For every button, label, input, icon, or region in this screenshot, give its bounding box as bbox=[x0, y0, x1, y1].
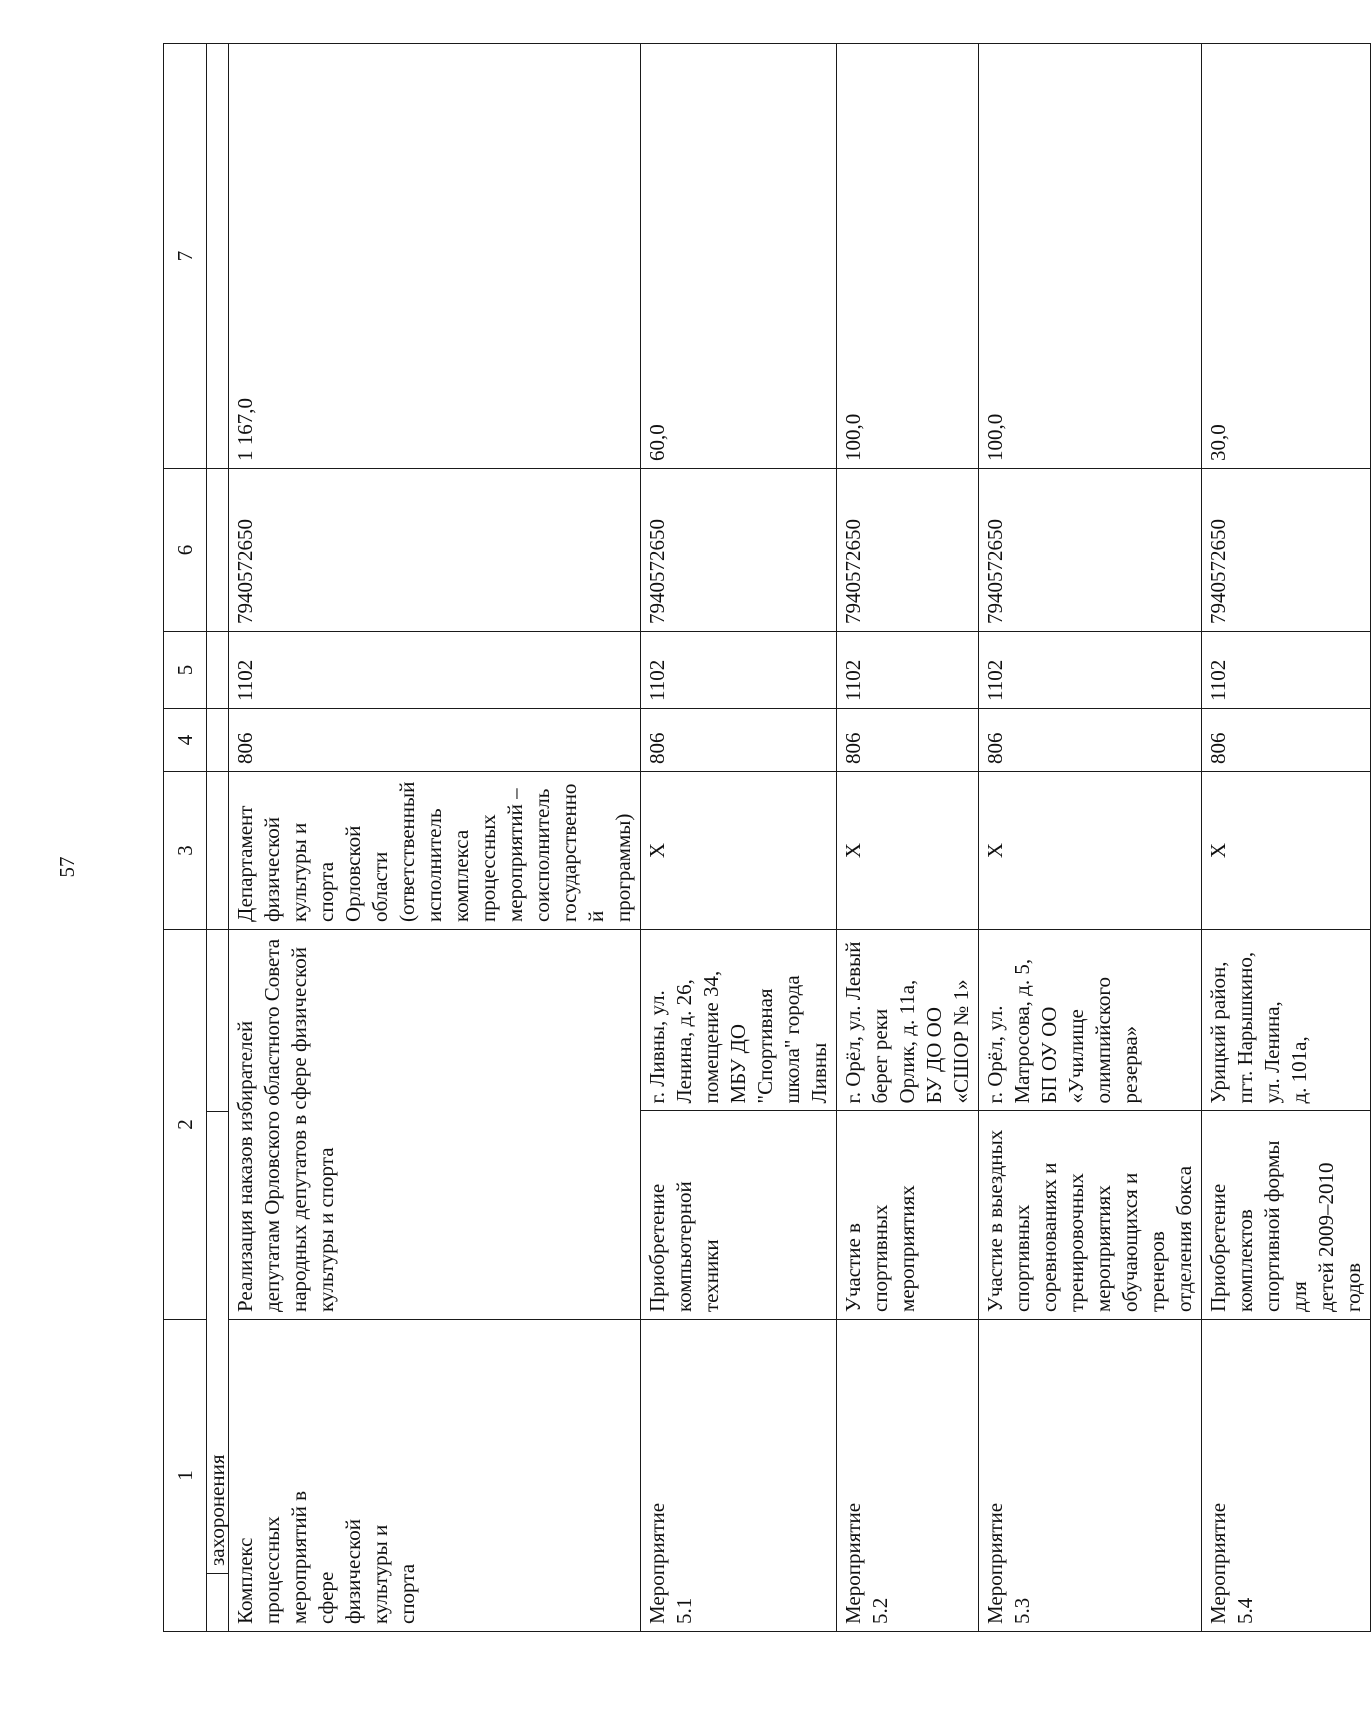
event-col7: 100,0 bbox=[837, 44, 979, 469]
event-col5: 1102 bbox=[641, 632, 837, 709]
subheader-blank-cell bbox=[207, 930, 229, 1112]
complex-col4: 806 bbox=[229, 709, 641, 772]
event-code: Мероприятие 5.4 bbox=[1202, 1320, 1371, 1632]
event-name: Участие в спортивных мероприятиях bbox=[837, 1111, 978, 1319]
subheader-text: захоронения bbox=[207, 1112, 229, 1574]
event-col4: 806 bbox=[641, 709, 837, 772]
event-executor: Х bbox=[1202, 772, 1371, 930]
header-col-6: 6 bbox=[164, 469, 207, 632]
event-code: Мероприятие 5.2 bbox=[837, 1320, 979, 1632]
complex-name: Комплекс процессных мероприятий в сфере физической культуры и спорта bbox=[229, 1320, 641, 1632]
subheader-blank-cell bbox=[207, 772, 229, 930]
event-name: Участие в выездных спортивных соревнованиях и тренировочных мероприятиях обучающихся и тренеров отделения бокса bbox=[979, 1111, 1201, 1319]
event-address: г. Орёл, ул. Левый берег реки Орлик, д. 11а, БУ ДО ОО «СШОР № 1» bbox=[841, 941, 973, 1104]
subheader-blank-cell bbox=[207, 632, 229, 709]
event-col6: 7940572650 bbox=[979, 469, 1202, 632]
complex-col5: 1102 bbox=[229, 632, 641, 709]
event-details bbox=[979, 930, 1202, 1320]
complex-description: Реализация наказов избирателей депутатам Орловского областного Совета народных депутатов в сфере физической культуры и спорта bbox=[229, 930, 641, 1320]
subheader-blank-cell bbox=[207, 1574, 229, 1632]
header-col-2: 2 bbox=[164, 930, 207, 1320]
event-col7: 60,0 bbox=[641, 44, 837, 469]
rotated-table-wrapper bbox=[163, 44, 1365, 1632]
event-col4: 806 bbox=[979, 709, 1202, 772]
header-row bbox=[164, 44, 207, 1632]
event-col7: 100,0 bbox=[979, 44, 1202, 469]
event-col5: 1102 bbox=[1202, 632, 1371, 709]
event-row-5-3 bbox=[979, 44, 1202, 1632]
event-executor: Х bbox=[641, 772, 837, 930]
event-col5: 1102 bbox=[979, 632, 1202, 709]
event-row-5-2 bbox=[837, 44, 979, 1632]
header-col-5: 5 bbox=[164, 632, 207, 709]
event-details bbox=[1202, 930, 1371, 1320]
complex-col6: 7940572650 bbox=[229, 469, 641, 632]
event-executor: Х bbox=[837, 772, 979, 930]
event-name: Приобретение компьютерной техники bbox=[641, 1111, 836, 1319]
subheader-blank-cell bbox=[207, 709, 229, 772]
event-col6: 7940572650 bbox=[641, 469, 837, 632]
event-code: Мероприятие 5.1 bbox=[641, 1320, 837, 1632]
event-name: Приобретение комплектов спортивной формы для детей 2009–2010 годов bbox=[1202, 1111, 1370, 1319]
event-row-5-1 bbox=[641, 44, 837, 1632]
complex-row bbox=[229, 44, 641, 1632]
event-col5: 1102 bbox=[837, 632, 979, 709]
event-col7: 30,0 bbox=[1202, 44, 1371, 469]
event-details bbox=[837, 930, 979, 1320]
event-executor: Х bbox=[979, 772, 1202, 930]
header-col-1: 1 bbox=[164, 1320, 207, 1632]
page-number: 57 bbox=[55, 856, 79, 878]
subheader-blank-cell bbox=[207, 469, 229, 632]
subheader-blank-cell bbox=[207, 44, 229, 469]
event-address: г. Ливны, ул. Ленина, д. 26, помещение 34, МБУ ДО "Спортивная школа" города Ливны bbox=[645, 970, 831, 1104]
header-col-4: 4 bbox=[164, 709, 207, 772]
event-address: Урицкий район, пгт. Нарышкино, ул. Ленина, д. 101а, bbox=[1206, 951, 1311, 1104]
event-row-5-4 bbox=[1202, 44, 1371, 1632]
header-col-7: 7 bbox=[164, 44, 207, 469]
program-table bbox=[163, 43, 1371, 1632]
event-col4: 806 bbox=[1202, 709, 1371, 772]
complex-col7: 1 167,0 bbox=[229, 44, 641, 469]
header-col-3: 3 bbox=[164, 772, 207, 930]
event-details bbox=[641, 930, 837, 1320]
event-col4: 806 bbox=[837, 709, 979, 772]
event-code: Мероприятие 5.3 bbox=[979, 1320, 1202, 1632]
complex-executor: Департамент физической культуры и спорта Орловской области (ответственный исполнитель комплекса процессных мероприятий – соисполнитель государственной программы) bbox=[229, 772, 641, 930]
event-col6: 7940572650 bbox=[837, 469, 979, 632]
subheader-row bbox=[207, 44, 229, 1632]
event-address: г. Орёл, ул. Матросова, д. 5, БП ОУ ОО «Училище олимпийского резерва» bbox=[983, 958, 1142, 1104]
event-col6: 7940572650 bbox=[1202, 469, 1371, 632]
